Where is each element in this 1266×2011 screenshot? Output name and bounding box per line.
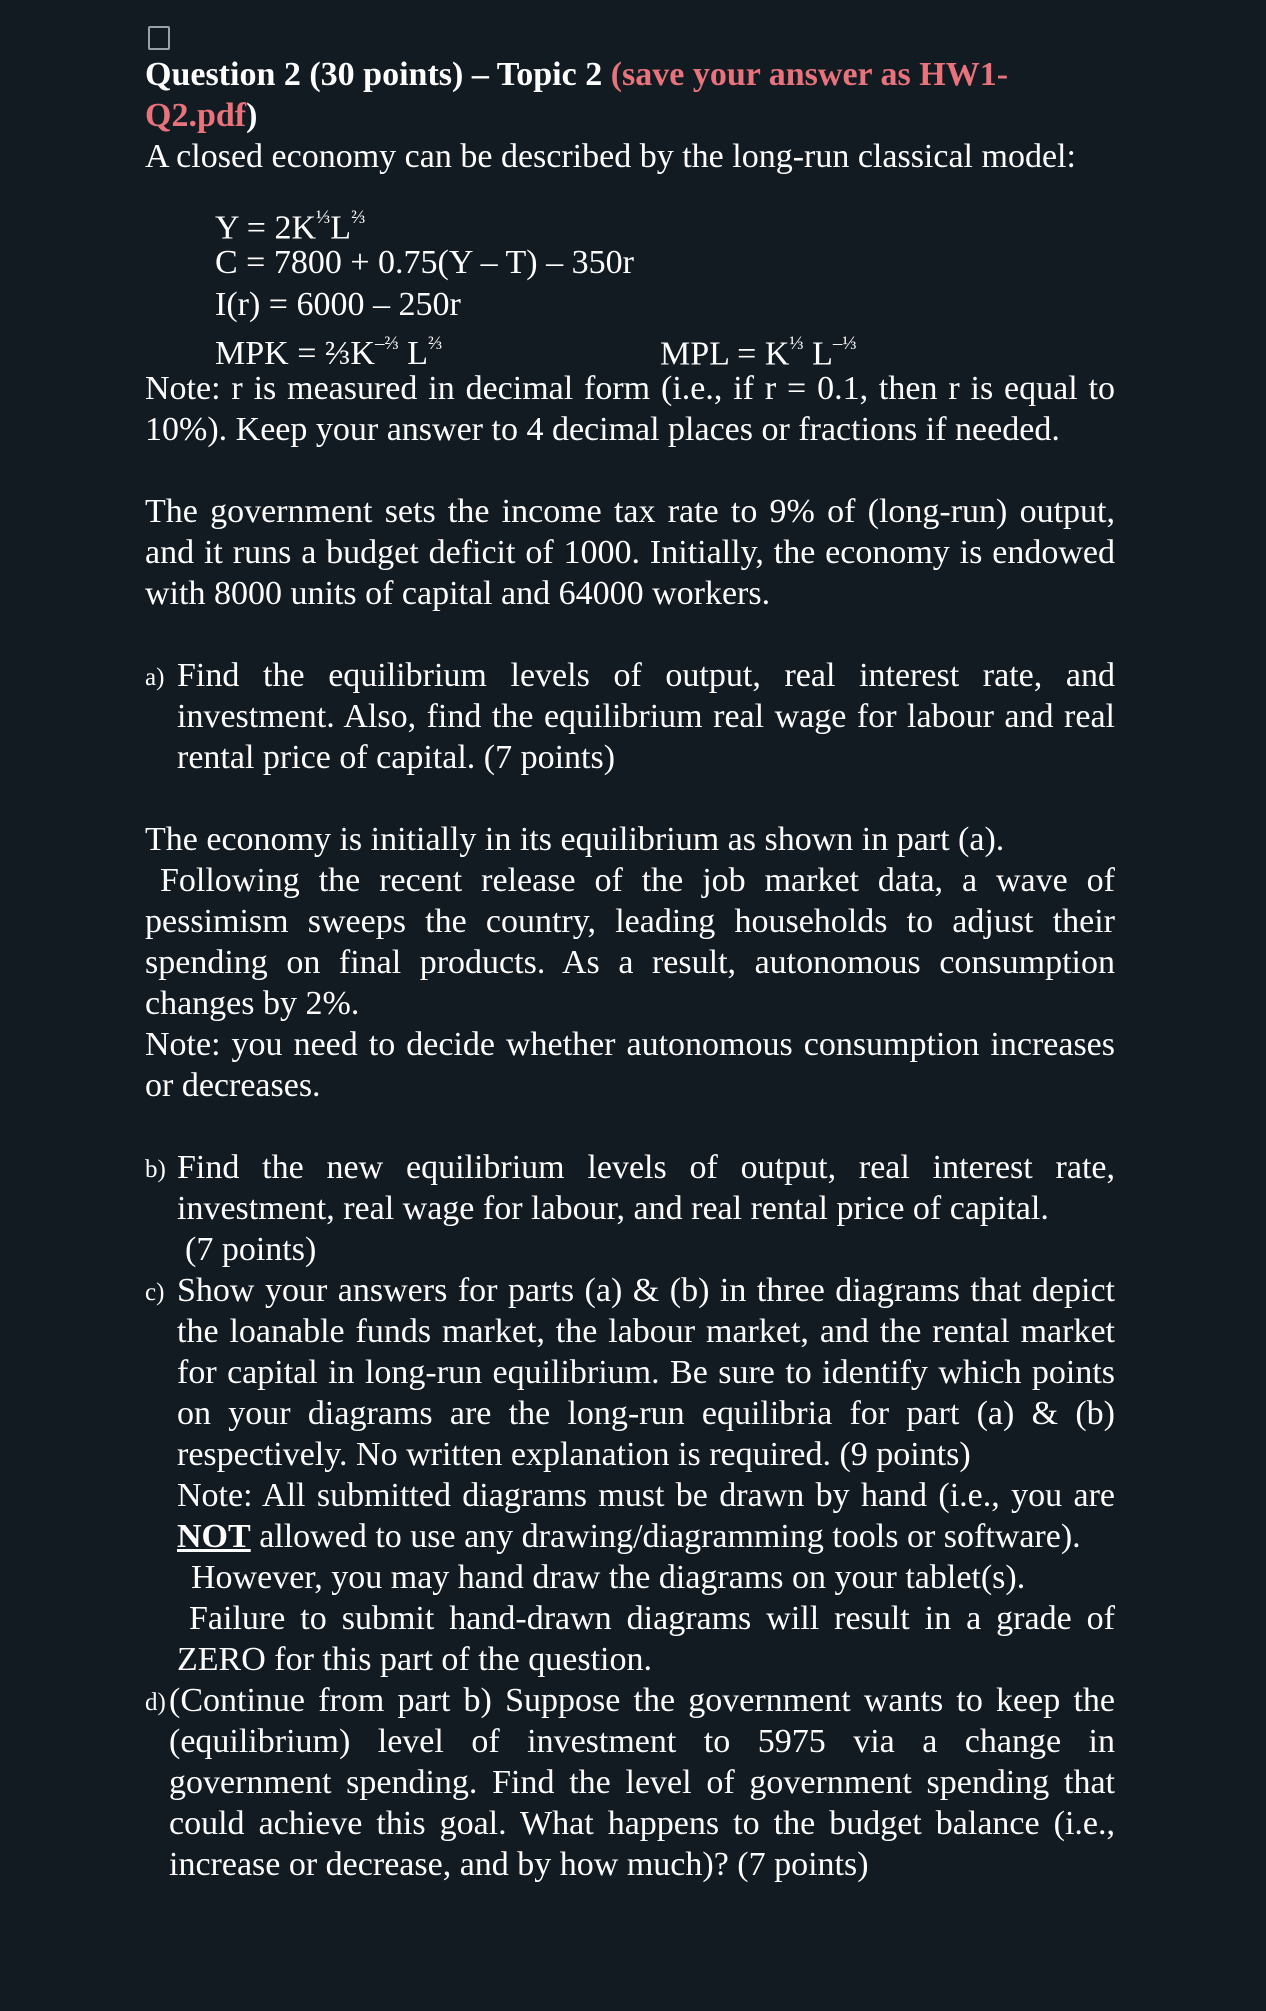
note-start: Note: All submitted diagrams must be drawn by hand (i.e., you are <box>177 1477 1115 1514</box>
part-d-text: (Continue from part b) Suppose the government wants to keep the (equilibrium) level of investment to 5975 via a change in government spending. Find the level of government spending that could achieve this goal. What happens to the budget balance (i.e., increase or decrease, and by how much)? (7 points) <box>169 1682 1115 1883</box>
question-content <box>145 54 1115 1885</box>
eq-y-k-exponent: ⅓ <box>316 207 331 228</box>
eq-mpl-l-exponent: –⅓ <box>832 333 857 354</box>
eq-mpk-l-exponent: ⅔ <box>427 333 443 354</box>
marginal-products <box>215 326 1115 373</box>
part-c-marker: c) <box>145 1279 165 1306</box>
question-heading <box>145 54 1115 136</box>
part-a-text: Find the equilibrium levels of output, real interest rate, and investment. Also, find the equilibrium real wage for labour and real rental price of capital. (7 points) <box>177 657 1115 776</box>
model-equations <box>215 200 1115 373</box>
part-c-note-line2: However, you may hand draw the diagrams on your tablet(s). <box>191 1559 1026 1596</box>
mpk-equation <box>215 335 442 372</box>
eq-mpl-k-exponent: ⅓ <box>789 333 804 354</box>
part-d-marker: d) <box>145 1689 166 1716</box>
part-a-marker: a) <box>145 664 165 691</box>
part-d <box>145 1680 1115 1885</box>
shock-note: Note: you need to decide whether autonomous consumption increases or decreases. <box>145 1026 1115 1104</box>
heading-save-instruction: (save your answer as HW1-Q2.pdf <box>145 56 1009 134</box>
shock-text: Following the recent release of the job market data, a wave of pessimism sweeps the country, leading households to adjust their spending on final products. As a result, autonomous consumption changes by 2%. <box>145 862 1115 1022</box>
note-not: NOT <box>177 1518 251 1555</box>
consumption-function: C = 7800 + 0.75(Y – T) – 350r <box>215 244 634 281</box>
note-mid: allowed to use any drawing/diagramming tools or software). <box>250 1518 1081 1555</box>
intro-text: A closed economy can be described by the long-run classical model: <box>145 138 1076 175</box>
heading-close-paren: ) <box>246 97 258 134</box>
part-b <box>145 1147 1115 1270</box>
eq-y-l: L <box>330 209 352 247</box>
setup-text: The government sets the income tax rate to 9% of (long-run) output, and it runs a budget deficit of 1000. Initially, the economy is endowed with 8000 units of capital and 64000 workers. <box>145 493 1115 612</box>
part-c-note <box>177 1475 1115 1557</box>
eq-y-base: Y = 2K <box>215 209 317 247</box>
investment-function: I(r) = 6000 – 250r <box>215 286 461 323</box>
production-function <box>215 200 1115 247</box>
part-c-note-line3: Failure to submit hand-drawn diagrams will result in a grade of ZERO for this part of the question. <box>177 1600 1115 1678</box>
eq-mpk-base: MPK = ⅔K <box>215 335 375 373</box>
checkbox[interactable] <box>148 26 170 50</box>
part-b-marker: b) <box>145 1156 166 1183</box>
shock-line1: The economy is initially in its equilibrium as shown in part (a). <box>145 821 1005 858</box>
part-c <box>145 1270 1115 1680</box>
part-b-points: (7 points) <box>185 1231 317 1268</box>
eq-mpk-l: L <box>398 335 428 373</box>
part-a <box>145 655 1115 778</box>
eq-mpk-k-exponent: –⅔ <box>374 333 399 354</box>
eq-y-l-exponent: ⅔ <box>351 207 366 228</box>
eq-mpl-base: MPL = K <box>660 335 790 373</box>
mpl-equation <box>660 326 857 375</box>
decimal-note: Note: r is measured in decimal form (i.e., if r = 0.1, then r is equal to 10%). Keep your answer to 4 decimal places or fractions if needed. <box>145 370 1115 448</box>
eq-mpl-l: L <box>803 335 833 373</box>
part-c-text: Show your answers for parts (a) & (b) in three diagrams that depict the loanable funds market, the labour market, and the rental market for capital in long-run equilibrium. Be sure to identify which points on your diagrams are the long-run equilibria for part (a) & (b) respectively. No written explanation is required. (9 points) <box>177 1272 1115 1473</box>
part-b-text: Find the new equilibrium levels of output, real interest rate, investment, real wage for labour, and real rental price of capital. <box>177 1149 1115 1227</box>
heading-title: Question 2 (30 points) – Topic 2 <box>145 56 611 93</box>
